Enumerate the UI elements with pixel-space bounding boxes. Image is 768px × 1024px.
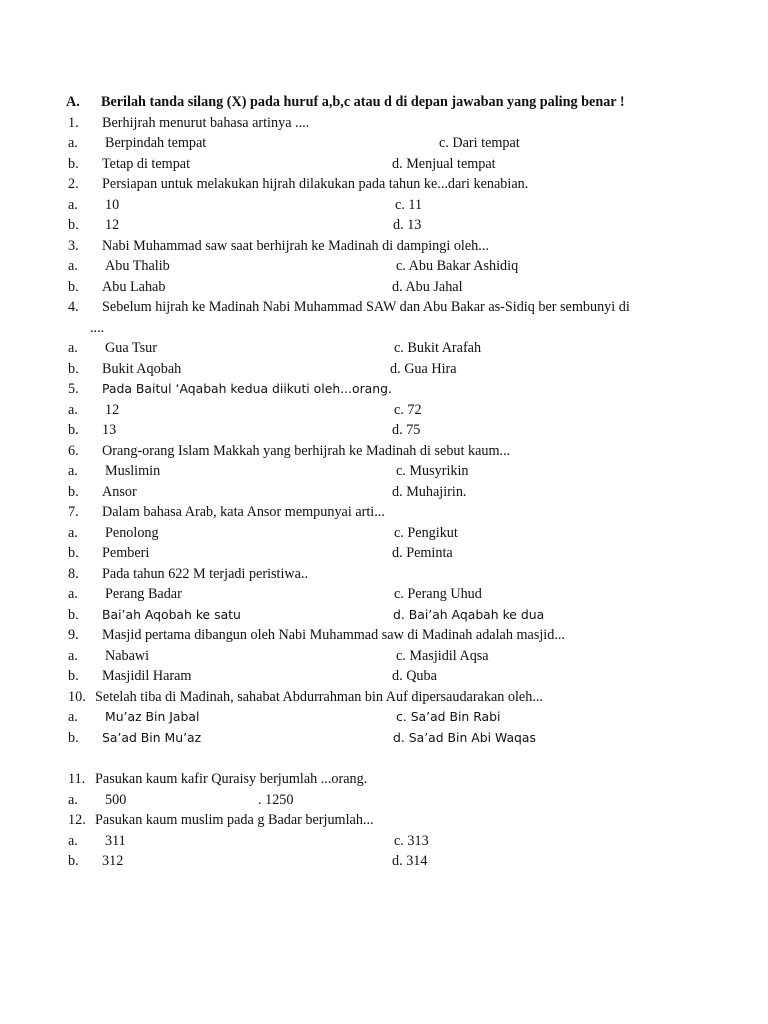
option-letter-a: a. — [68, 586, 78, 602]
option-letter-a: a. — [68, 135, 78, 151]
question-text: Orang-orang Islam Makkah yang berhijrah ke Madinah di sebut kaum... — [102, 443, 511, 459]
question-text: Pasukan kaum muslim pada g Badar berjumlah... — [95, 812, 374, 828]
option-letter-b: b. — [68, 484, 79, 500]
option-d: d. 314 — [392, 853, 428, 869]
option-letter-a: a. — [68, 648, 78, 664]
option-b-inline: . 1250 — [258, 792, 294, 808]
option-a: Mu’az Bin Jabal — [105, 709, 200, 724]
option-b: Abu Lahab — [102, 279, 166, 295]
option-b: Ansor — [102, 484, 137, 500]
option-a: Nabawi — [105, 648, 150, 664]
option-d: d. Peminta — [392, 545, 453, 561]
option-d: d. Sa’ad Bin Abi Waqas — [393, 730, 536, 745]
option-c: c. Masjidil Aqsa — [396, 648, 489, 664]
option-d: d. 75 — [392, 422, 421, 438]
option-d: d. 13 — [393, 217, 422, 233]
question-number: 7. — [68, 504, 79, 520]
option-letter-b: b. — [68, 361, 79, 377]
question-text: Setelah tiba di Madinah, sahabat Abdurrahman bin Auf dipersaudarakan oleh... — [95, 689, 543, 705]
option-b: 312 — [102, 853, 124, 869]
option-a: Abu Thalib — [105, 258, 170, 274]
option-letter-b: b. — [68, 853, 79, 869]
option-letter-a: a. — [68, 792, 78, 808]
option-letter-b: b. — [68, 545, 79, 561]
question-text: Pasukan kaum kafir Quraisy berjumlah ...orang. — [95, 771, 368, 787]
option-c: c. Perang Uhud — [394, 586, 482, 602]
option-letter-a: a. — [68, 463, 78, 479]
option-a: Muslimin — [105, 463, 161, 479]
option-letter-b: b. — [68, 156, 79, 172]
option-d: d. Gua Hira — [390, 361, 457, 377]
option-c: c. Dari tempat — [439, 135, 520, 151]
option-letter-b: b. — [68, 422, 79, 438]
option-a: 12 — [105, 402, 120, 418]
question-text: Dalam bahasa Arab, kata Ansor mempunyai arti... — [102, 504, 385, 520]
option-letter-a: a. — [68, 340, 78, 356]
option-a: 10 — [105, 197, 120, 213]
option-a: Perang Badar — [105, 586, 182, 602]
option-b: Pemberi — [102, 545, 150, 561]
option-a: 500 — [105, 792, 127, 808]
question-number: 5. — [68, 381, 79, 397]
question-number: 12. — [68, 812, 86, 828]
section-instruction: Berilah tanda silang (X) pada huruf a,b,c atau d di depan jawaban yang paling benar ! — [101, 94, 625, 110]
question-number: 1. — [68, 115, 79, 131]
option-c: c. 72 — [394, 402, 422, 418]
option-c: c. Abu Bakar Ashidiq — [396, 258, 519, 274]
question-number: 11. — [68, 771, 86, 787]
option-b: Masjidil Haram — [102, 668, 192, 684]
question-number: 8. — [68, 566, 79, 582]
option-c: c. Bukit Arafah — [394, 340, 482, 356]
option-d: d. Abu Jahal — [392, 279, 463, 295]
question-number: 2. — [68, 176, 79, 192]
question-text-continuation: .... — [90, 320, 105, 336]
question-number: 10. — [68, 689, 86, 705]
option-c: c. Pengikut — [394, 525, 458, 541]
question-text: Nabi Muhammad saw saat berhijrah ke Madinah di dampingi oleh... — [102, 238, 489, 254]
option-letter-b: b. — [68, 607, 79, 623]
option-b: Bai’ah Aqobah ke satu — [102, 607, 241, 622]
option-b: Sa’ad Bin Mu’az — [102, 730, 202, 745]
section-letter: A. — [66, 94, 80, 110]
option-b: Tetap di tempat — [102, 156, 191, 172]
option-letter-a: a. — [68, 258, 78, 274]
option-d: d. Quba — [392, 668, 437, 684]
option-d: d. Muhajirin. — [392, 484, 467, 500]
option-b: 13 — [102, 422, 117, 438]
option-d: d. Bai’ah Aqabah ke dua — [393, 607, 545, 622]
option-letter-b: b. — [68, 730, 79, 746]
option-b: Bukit Aqobah — [102, 361, 182, 377]
question-number: 4. — [68, 299, 79, 315]
option-letter-a: a. — [68, 833, 78, 849]
question-text: Pada tahun 622 M terjadi peristiwa.. — [102, 566, 309, 582]
question-text: Berhijrah menurut bahasa artinya .... — [102, 115, 310, 131]
question-text: Sebelum hijrah ke Madinah Nabi Muhammad SAW dan Abu Bakar as-Sidiq ber sembunyi di — [102, 299, 630, 315]
option-letter-a: a. — [68, 525, 78, 541]
option-c: c. 11 — [395, 197, 423, 213]
option-a: 311 — [105, 833, 126, 849]
option-d: d. Menjual tempat — [392, 156, 496, 172]
question-number: 3. — [68, 238, 79, 254]
option-a: Berpindah tempat — [105, 135, 207, 151]
option-letter-a: a. — [68, 197, 78, 213]
question-text: Masjid pertama dibangun oleh Nabi Muhammad saw di Madinah adalah masjid... — [102, 627, 565, 643]
option-letter-b: b. — [68, 668, 79, 684]
question-number: 9. — [68, 627, 79, 643]
option-a: Penolong — [105, 525, 159, 541]
question-text: Persiapan untuk melakukan hijrah dilakukan pada tahun ke...dari kenabian. — [102, 176, 529, 192]
question-number: 6. — [68, 443, 79, 459]
option-letter-b: b. — [68, 279, 79, 295]
option-letter-a: a. — [68, 402, 78, 418]
option-letter-a: a. — [68, 709, 78, 725]
option-c: c. 313 — [394, 833, 429, 849]
option-a: Gua Tsur — [105, 340, 157, 356]
option-b: 12 — [105, 217, 120, 233]
option-letter-b: b. — [68, 217, 79, 233]
option-c: c. Musyrikin — [396, 463, 469, 479]
question-text: Pada Baitul ‘Aqabah kedua diikuti oleh...orang. — [102, 381, 392, 396]
option-c: c. Sa’ad Bin Rabi — [396, 709, 501, 724]
